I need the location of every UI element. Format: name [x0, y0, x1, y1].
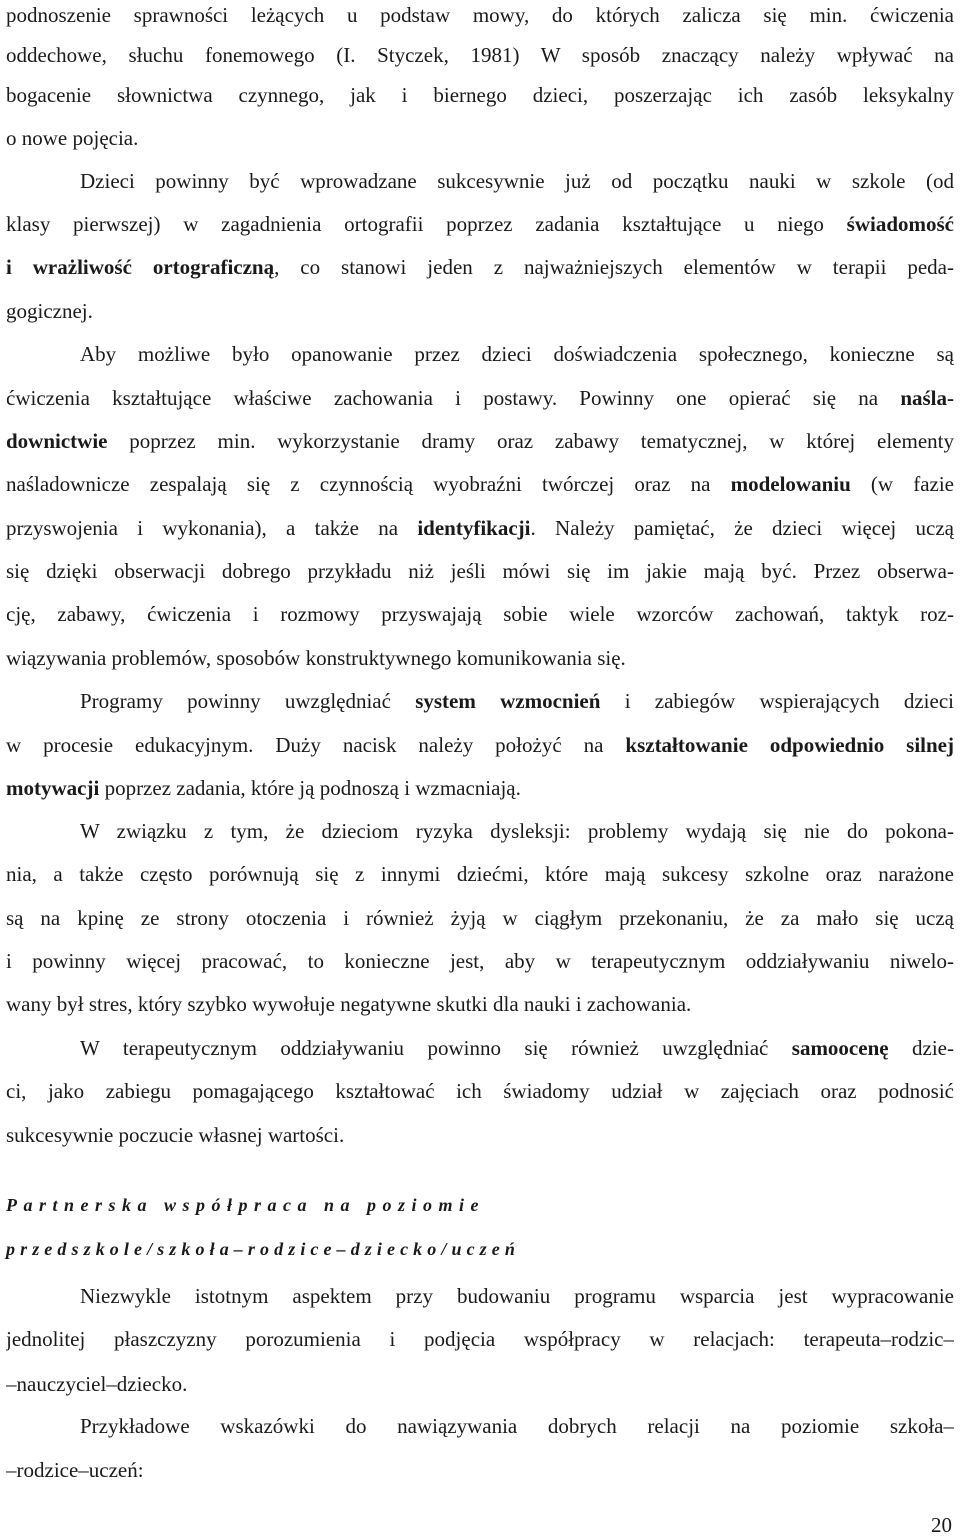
text-line: i powinny więcej pracować, to konieczne jest, aby w terapeutycznym oddziaływaniu niwelo- [6, 949, 954, 973]
text-line: ćwiczenia kształtujące właściwe zachowania i postawy. Powinny one opierać się na naśla- [6, 386, 954, 410]
text-line: W związku z tym, że dzieciom ryzyka dysleksji: problemy wydają się nie do pokona- [80, 819, 954, 843]
text-line: i wrażliwość ortograficzną, co stanowi jeden z najważniejszych elementów w terapii peda- [6, 255, 954, 279]
text-line: są na kpinę ze strony otoczenia i również żyją w ciągłym przekonaniu, że za mało się uczą [6, 906, 954, 930]
text-line: W terapeutycznym oddziaływaniu powinno się również uwzględniać samoocenę dzie- [80, 1036, 954, 1060]
text-line: –rodzice–uczeń: [6, 1458, 144, 1482]
text-line: downictwie poprzez min. wykorzystanie dramy oraz zabawy tematycznej, w której elementy [6, 429, 954, 453]
text-line: sukcesywnie poczucie własnej wartości. [6, 1123, 345, 1147]
text-line: Programy powinny uwzględniać system wzmocnień i zabiegów wspierających dzieci [80, 689, 954, 713]
text-line: klasy pierwszej) w zagadnienia ortografii poprzez zadania kształtujące u niego świadomość [6, 212, 954, 236]
text-line: wiązywania problemów, sposobów konstruktywnego komunikowania się. [6, 646, 626, 670]
text-line: Niezwykle istotnym aspektem przy budowaniu programu wsparcia jest wypracowanie [80, 1284, 954, 1308]
text-line: –nauczyciel–dziecko. [6, 1372, 188, 1396]
text-line: ci, jako zabiegu pomagającego kształtować ich świadomy udział w zajęciach oraz podnosić [6, 1079, 954, 1103]
text-line: Przykładowe wskazówki do nawiązywania dobrych relacji na poziomie szkoła– [80, 1414, 954, 1438]
text-line: Dzieci powinny być wprowadzane sukcesywnie już od początku nauki w szkole (od [80, 169, 954, 193]
text-line: oddechowe, słuchu fonemowego (I. Styczek, 1981) W sposób znaczący należy wpływać na [6, 43, 954, 67]
text-line: się dzięki obserwacji dobrego przykładu niż jeśli mówi się im jakie mają być. Przez obserwa- [6, 559, 954, 583]
text-line: nia, a także często porównują się z innymi dziećmi, które mają sukcesy szkolne oraz narażone [6, 862, 954, 886]
section-heading-line-1: Partnerska współpraca na poziomie [6, 1195, 486, 1215]
page-number: 20 [931, 1513, 952, 1537]
text-line: podnoszenie sprawności leżących u podstaw mowy, do których zalicza się min. ćwiczenia [6, 3, 954, 27]
text-line: cję, zabawy, ćwiczenia i rozmowy przyswajają sobie wiele wzorców zachowań, taktyk roz- [6, 602, 954, 626]
text-line: przyswojenia i wykonania), a także na identyfikacji. Należy pamiętać, że dzieci więcej uczą [6, 516, 954, 540]
text-line: jednolitej płaszczyzny porozumienia i podjęcia współpracy w relacjach: terapeuta–rodzic– [6, 1327, 954, 1351]
text-line: bogacenie słownictwa czynnego, jak i biernego dzieci, poszerzając ich zasób leksykalny [6, 83, 954, 107]
text-line: gogicznej. [6, 299, 93, 323]
text-line: o nowe pojęcia. [6, 126, 139, 150]
section-heading-line-2: przedszkole/szkoła–rodzice–dziecko/uczeń [6, 1239, 520, 1259]
text-line: naśladownicze zespalają się z czynnością wyobraźni twórczej oraz na modelowaniu (w fazie [6, 472, 954, 496]
text-line: w procesie edukacyjnym. Duży nacisk należy położyć na kształtowanie odpowiednio silnej [6, 733, 954, 757]
text-line: Aby możliwe było opanowanie przez dzieci doświadczenia społecznego, konieczne są [80, 342, 954, 366]
text-line: wany był stres, który szybko wywołuje negatywne skutki dla nauki i zachowania. [6, 992, 692, 1016]
text-line: motywacji poprzez zadania, które ją podnoszą i wzmacniają. [6, 776, 521, 800]
